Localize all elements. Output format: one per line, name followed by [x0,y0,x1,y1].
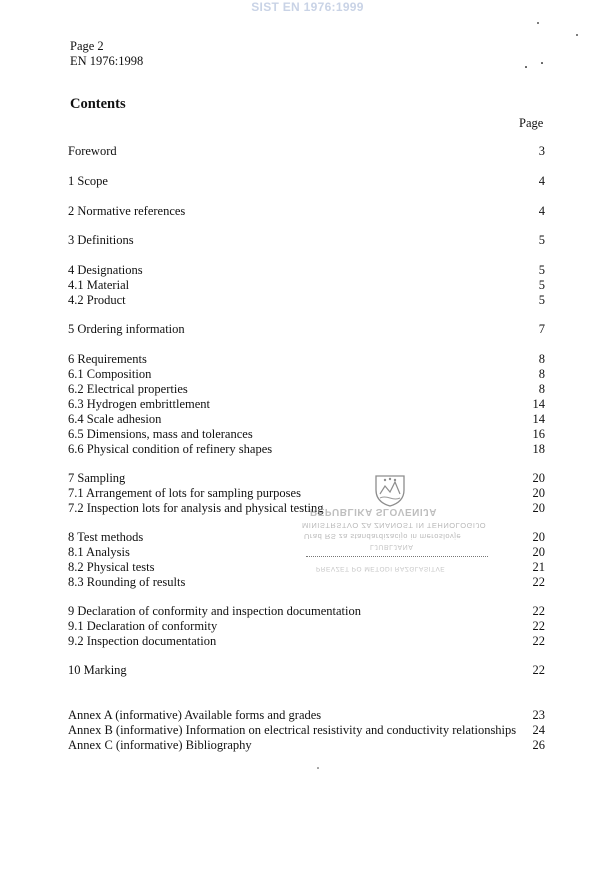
stamp-line-2: MINISTRSTVO ZA ZNANOST IN TEHNOLOGIJO [302,521,487,530]
toc-entry-page: 20 [532,486,545,500]
toc-entry-title: 4 Designations [68,263,143,277]
stamp-line-1: REPUBLIKA SLOVENIJA [310,506,437,517]
toc-entry-title: 1 Scope [68,174,108,188]
toc-entry-title: 9 Declaration of conformity and inspection documentation [68,604,361,618]
toc-entry-page: 8 [538,382,545,396]
toc-entry-title: 6.1 Composition [68,367,152,381]
toc-entry-page: 5 [538,278,545,292]
toc-entry-title: 4.2 Product [68,293,126,307]
toc-entry-page: 22 [532,663,545,677]
toc-entry-page: 8 [538,367,545,381]
toc-entry-page: 7 [538,322,545,336]
toc-entry-title: 6.5 Dimensions, mass and tolerances [68,427,253,441]
standard-number: EN 1976:1998 [70,53,144,68]
toc-entry-title: 6.4 Scale adhesion [68,412,162,426]
toc-entry-title: 7.2 Inspection lots for analysis and physical testing [68,501,324,515]
toc-entry-page: 4 [538,204,545,218]
stamp-line-4: LJUBLJANA [370,543,414,550]
toc-entry-title: 8 Test methods [68,530,144,544]
toc-entry-page: 22 [532,604,545,618]
toc-entry-title: 8.1 Analysis [68,545,130,559]
toc-entry-title: Annex A (informative) Available forms and grades [68,708,322,722]
toc-entry-title: 5 Ordering information [68,322,185,336]
toc-entry-title: 7 Sampling [68,471,126,485]
toc-entry-page: 14 [532,412,545,426]
toc-entry-page: 5 [538,263,545,277]
document-watermark: SIST EN 1976:1999 [251,0,364,14]
toc-entry-page: 20 [532,545,545,559]
toc-entry-page: 23 [532,708,545,722]
toc-entry-page: 8 [538,352,545,366]
toc-entry-page: 3 [538,144,545,158]
toc-entry-title: 8.3 Rounding of results [68,575,186,589]
toc-entry-page: 22 [532,575,545,589]
toc-entry-title: 6.2 Electrical properties [68,382,188,396]
toc-entry-page: 16 [532,427,545,441]
stamp-line-5: PREVZET PO METODI RAZGLASITVE [316,565,446,572]
toc-entry-page: 18 [532,442,545,456]
coat-of-arms-icon [372,470,408,508]
toc-entry-page: 22 [532,619,545,633]
toc-entry-title: 7.1 Arrangement of lots for sampling purposes [68,486,301,500]
scan-speck [525,66,527,68]
toc-entry-title: Annex C (informative) Bibliography [68,738,252,752]
toc-entry-title: 10 Marking [68,663,127,677]
toc-entry-title: 6 Requirements [68,352,147,366]
toc-entry-title: 9.1 Declaration of conformity [68,619,218,633]
page-number-label: Page 2 [70,39,104,53]
toc-entry-page: 5 [538,233,545,247]
toc-entry-title: 3 Definitions [68,233,134,247]
scan-speck [541,62,543,64]
contents-heading: Contents [70,96,126,112]
toc-entry-page: 24 [532,723,545,737]
scan-speck [576,34,578,36]
approval-stamp [300,470,490,580]
page-header [70,39,143,68]
stamp-line-3: Urad RS za standardizacijo in meroslovje [304,532,462,541]
toc-entry-page: 26 [532,738,545,752]
toc-entry-title: 9.2 Inspection documentation [68,634,217,648]
toc-entry-page: 20 [532,530,545,544]
scan-speck [537,22,539,24]
scan-speck [317,767,319,769]
toc-entry-title: 6.6 Physical condition of refinery shapes [68,442,273,456]
toc-entry-title: 6.3 Hydrogen embrittlement [68,397,210,411]
toc-entry-page: 22 [532,634,545,648]
toc-entry-title: 8.2 Physical tests [68,560,155,574]
page-column-heading: Page [519,116,544,130]
toc-entry-page: 14 [532,397,545,411]
toc-entry-page: 21 [532,560,545,574]
toc-entry-page: 20 [532,501,545,515]
toc-entry-title: Foreword [68,144,117,158]
toc-entry-title: 2 Normative references [68,204,186,218]
toc-entry-page: 4 [538,174,545,188]
toc-entry-page: 5 [538,293,545,307]
toc-entry-page: 20 [532,471,545,485]
toc-entry-title: 4.1 Material [68,278,130,292]
stamp-signature-line [306,556,488,557]
toc-entry-title: Annex B (informative) Information on electrical resistivity and conductivity relationships [68,723,517,737]
